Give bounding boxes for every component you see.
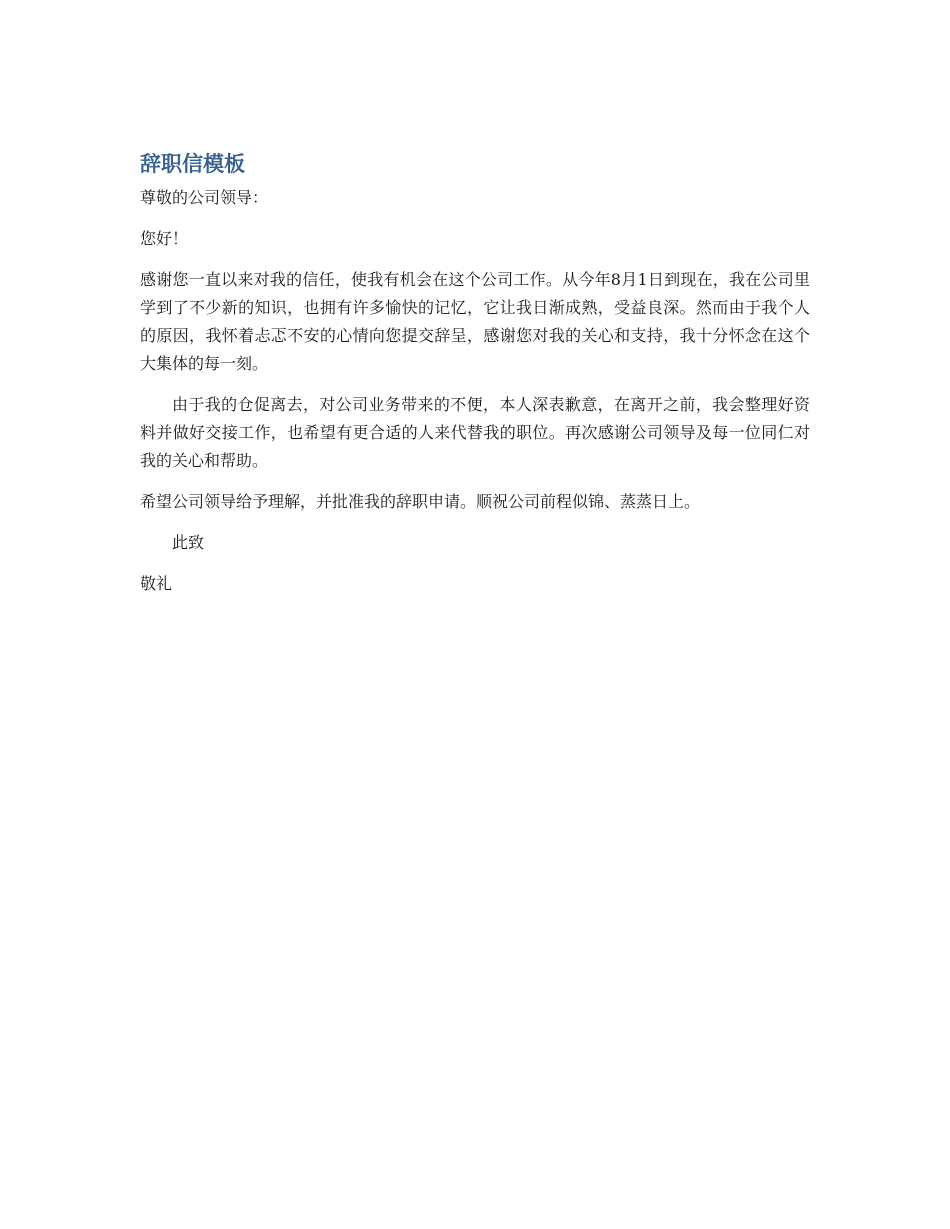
greeting: 您好！ (140, 229, 189, 248)
document-title: 辞职信模板 (140, 152, 245, 176)
body-paragraph-3: 希望公司领导给予理解，并批准我的辞职申请。顺祝公司前程似锦、蒸蒸日上。 (140, 492, 701, 511)
regards-line: 敬礼 (140, 574, 173, 593)
body-paragraph-1: 感谢您一直以来对我的信任，使我有机会在这个公司工作。从今年8月1日到现在，我在公司里学到了不少新的知识，也拥有许多愉快的记忆，它让我日渐成熟，受益良深。然而由于我个人的原因，我怀着忐忑不安的心情向您提交辞呈，感谢您对我的关心和支持，我十分怀念在这个大集体的每一刻。 (140, 270, 810, 373)
closing-line: 此致 (172, 533, 205, 552)
body-paragraph-2: 由于我的仓促离去，对公司业务带来的不便，本人深表歉意，在离开之前，我会整理好资料并做好交接工作，也希望有更合适的人来代替我的职位。再次感谢公司领导及每一位同仁对我的关心和帮助。 (140, 395, 810, 470)
salutation: 尊敬的公司领导： (140, 188, 269, 207)
